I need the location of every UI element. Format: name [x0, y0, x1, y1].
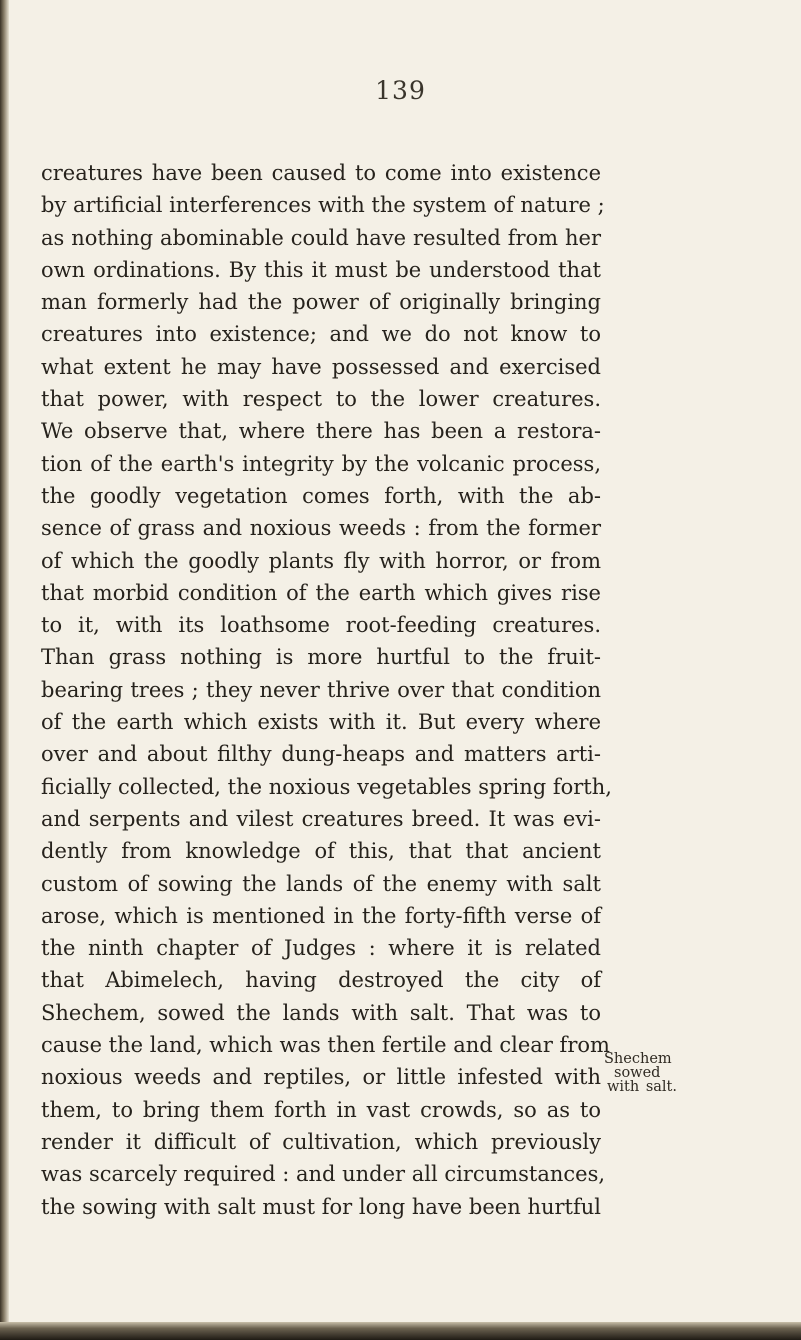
- body-text: [41, 157, 612, 1223]
- text-line: that morbid condition of the earth which gives rise: [41, 580, 601, 605]
- margin-note-word: with: [607, 1079, 640, 1095]
- text-line: We observe that, where there has been a restora-: [41, 419, 601, 444]
- text-line: by artificial interferences with the system of nature ;: [41, 193, 605, 218]
- text-line: that power, with respect to the lower creatures.: [41, 387, 601, 412]
- text-line: Shechem, sowed the lands with salt. That was to: [41, 1000, 601, 1025]
- text-line: of the earth which exists with it. But every where: [41, 710, 601, 735]
- text-line: the sowing with salt must for long have been hurtful: [41, 1194, 601, 1219]
- text-line: own ordinations. By this it must be understood that: [41, 257, 601, 282]
- text-line: bearing trees ; they never thrive over that condition: [41, 677, 601, 702]
- text-line: that Abimelech, having destroyed the city of: [41, 968, 601, 993]
- page-gutter-shadow: [0, 0, 9, 1340]
- margin-note-word: salt.: [645, 1079, 677, 1095]
- text-line: arose, which is mentioned in the forty-fifth verse of: [41, 903, 601, 928]
- text-line: the ninth chapter of Judges : where it is related: [41, 936, 601, 961]
- text-line: custom of sowing the lands of the enemy with salt: [41, 871, 601, 896]
- text-line: creatures have been caused to come into existence: [41, 161, 601, 185]
- margin-note-line: [607, 1080, 677, 1095]
- text-line: render it difficult of cultivation, which previously: [41, 1129, 601, 1154]
- text-line: of which the goodly plants fly with horror, or from: [41, 548, 601, 573]
- text-line: man formerly had the power of originally bringing: [41, 290, 601, 315]
- text-line: cause the land, which was then fertile and clear from: [41, 1033, 610, 1058]
- page-bottom-edge: [0, 1322, 801, 1340]
- margin-note-line: sowed: [614, 1065, 661, 1081]
- text-line: noxious weeds and reptiles, or little infested with: [41, 1065, 601, 1090]
- text-line: dently from knowledge of this, that that ancient: [41, 839, 601, 864]
- text-line: creatures into existence; and we do not know to: [41, 322, 601, 347]
- text-line: them, to bring them forth in vast crowds, so as to: [41, 1097, 601, 1122]
- text-line: to it, with its loathsome root-feeding creatures.: [41, 613, 601, 638]
- page-number: 139: [375, 76, 426, 105]
- text-line: ficially collected, the noxious vegetables spring forth,: [41, 774, 612, 799]
- text-line: was scarcely required : and under all circumstances,: [41, 1162, 606, 1187]
- text-line: and serpents and vilest creatures breed. It was evi-: [41, 806, 601, 831]
- text-line: the goodly vegetation comes forth, with the ab-: [41, 483, 601, 508]
- text-line: as nothing abominable could have resulted from her: [41, 225, 601, 250]
- text-line: over and about filthy dung-heaps and matters arti-: [41, 742, 601, 767]
- text-line: what extent he may have possessed and exercised: [41, 354, 601, 379]
- text-line: Than grass nothing is more hurtful to the fruit-: [41, 645, 601, 670]
- text-line: sence of grass and noxious weeds : from the former: [41, 516, 601, 541]
- margin-note-line: Shechem: [604, 1051, 672, 1067]
- text-line: tion of the earth's integrity by the volcanic process,: [41, 451, 601, 476]
